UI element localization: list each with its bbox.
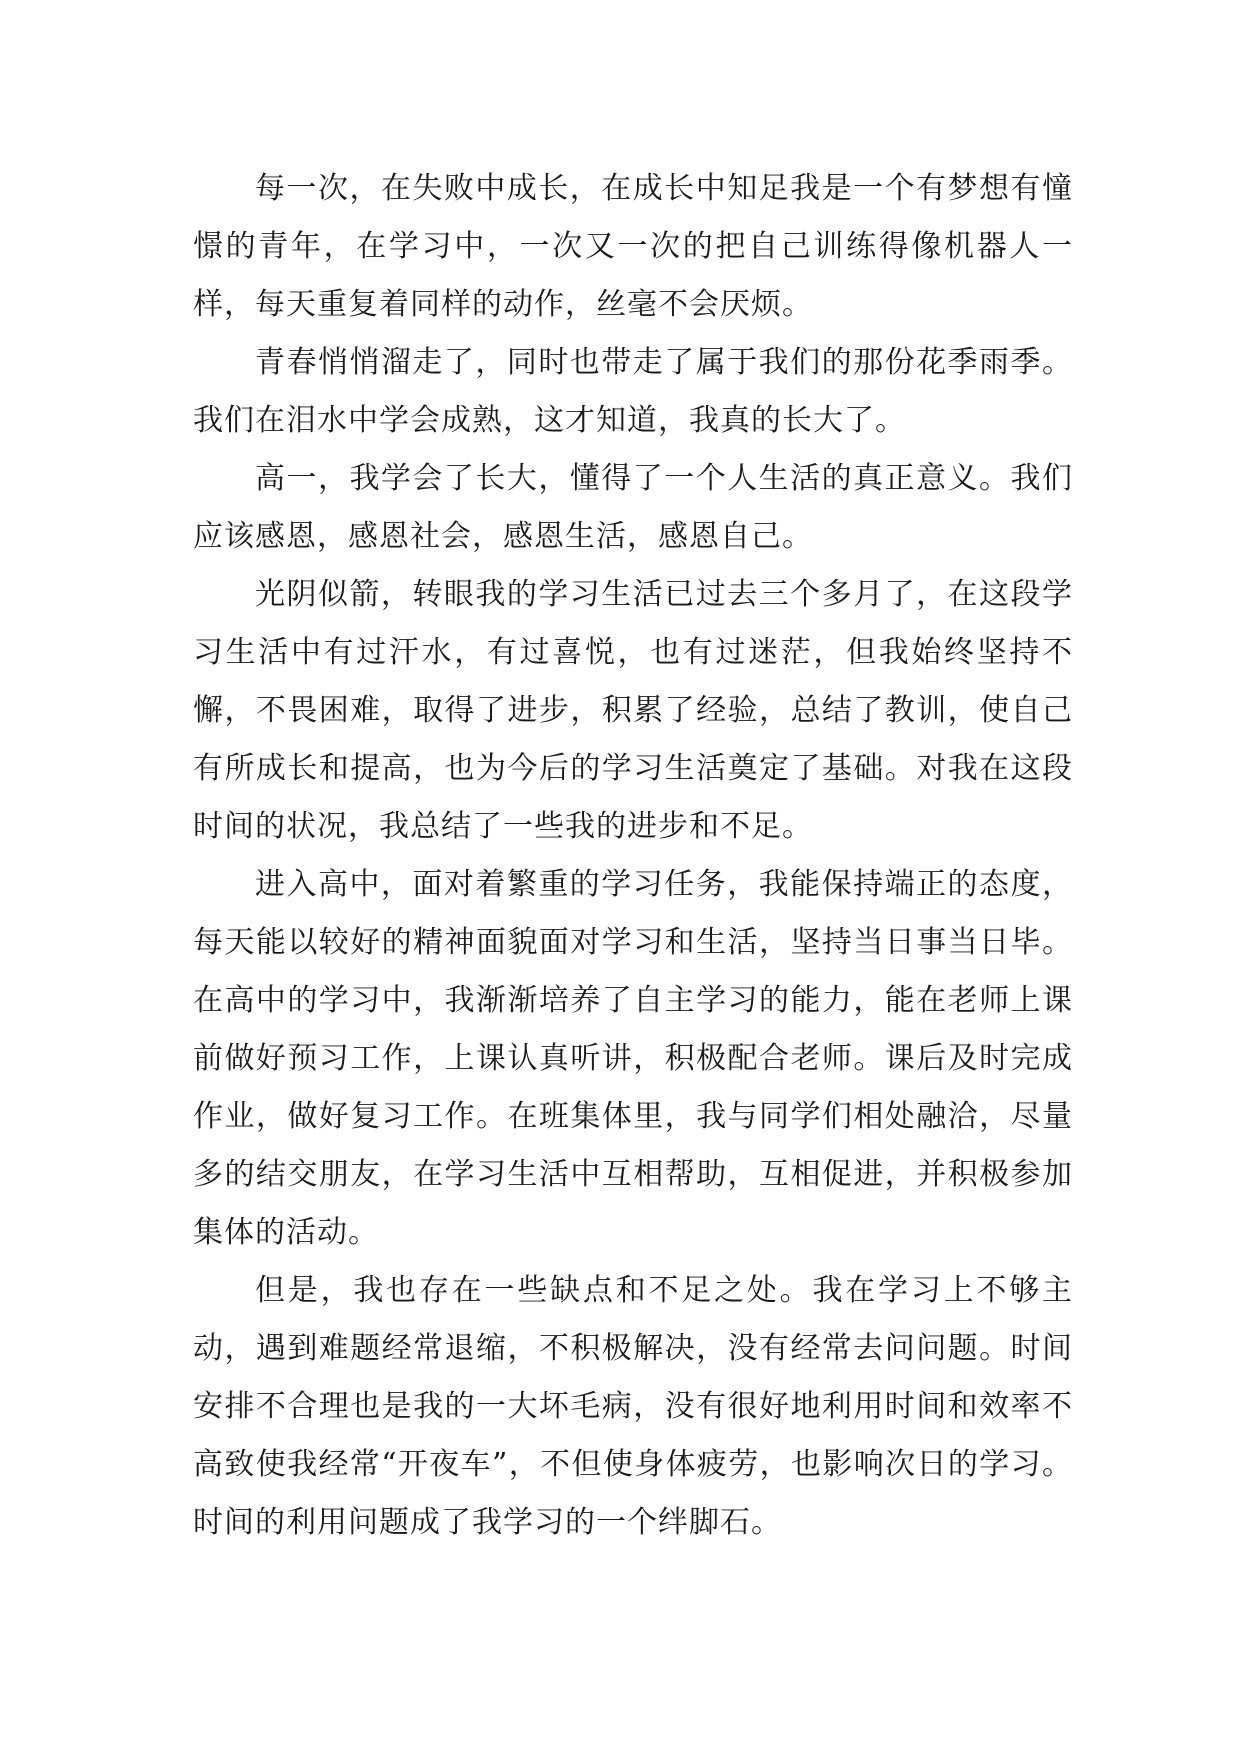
paragraph-4: 光阴似箭，转眼我的学习生活已过去三个多月了，在这段学习生活中有过汗水，有过喜悦，也有过迷茫，但我始终坚持不懈，不畏困难，取得了进步，积累了经验，总结了教训，使自己有所成长和提高，也为今后的学习生活奠定了基础。对我在这段时间的状况，我总结了一些我的进步和不足。 <box>193 577 1073 844</box>
paragraph-3: 高一，我学会了长大，懂得了一个人生活的真正意义。我们应该感恩，感恩社会，感恩生活，感恩自己。 <box>193 461 1073 554</box>
paragraph-1: 每一次，在失败中成长，在成长中知足我是一个有梦想有憧憬的青年，在学习中，一次又一次的把自己训练得像机器人一样，每天重复着同样的动作，丝毫不会厌烦。 <box>193 171 1073 322</box>
paragraph-5: 进入高中，面对着繁重的学习任务，我能保持端正的态度，每天能以较好的精神面貌面对学习和生活，坚持当日事当日毕。在高中的学习中，我渐渐培养了自主学习的能力，能在老师上课前做好预习工作，上课认真听讲，积极配合老师。课后及时完成作业，做好复习工作。在班集体里，我与同学们相处融洽，尽量多的结交朋友，在学习生活中互相帮助，互相促进，并积极参加集体的活动。 <box>193 867 1073 1250</box>
paragraph-2: 青春悄悄溜走了，同时也带走了属于我们的那份花季雨季。我们在泪水中学会成熟，这才知道，我真的长大了。 <box>193 345 1073 438</box>
paragraph-6: 但是，我也存在一些缺点和不足之处。我在学习上不够主动，遇到难题经常退缩，不积极解决，没有经常去问问题。时间安排不合理也是我的一大坏毛病，没有很好地利用时间和效率不高致使我经常“开夜车”，不但使身体疲劳，也影响次日的学习。时间的利用问题成了我学习的一个绊脚石。 <box>193 1273 1073 1540</box>
document-body <box>193 160 1073 1552</box>
